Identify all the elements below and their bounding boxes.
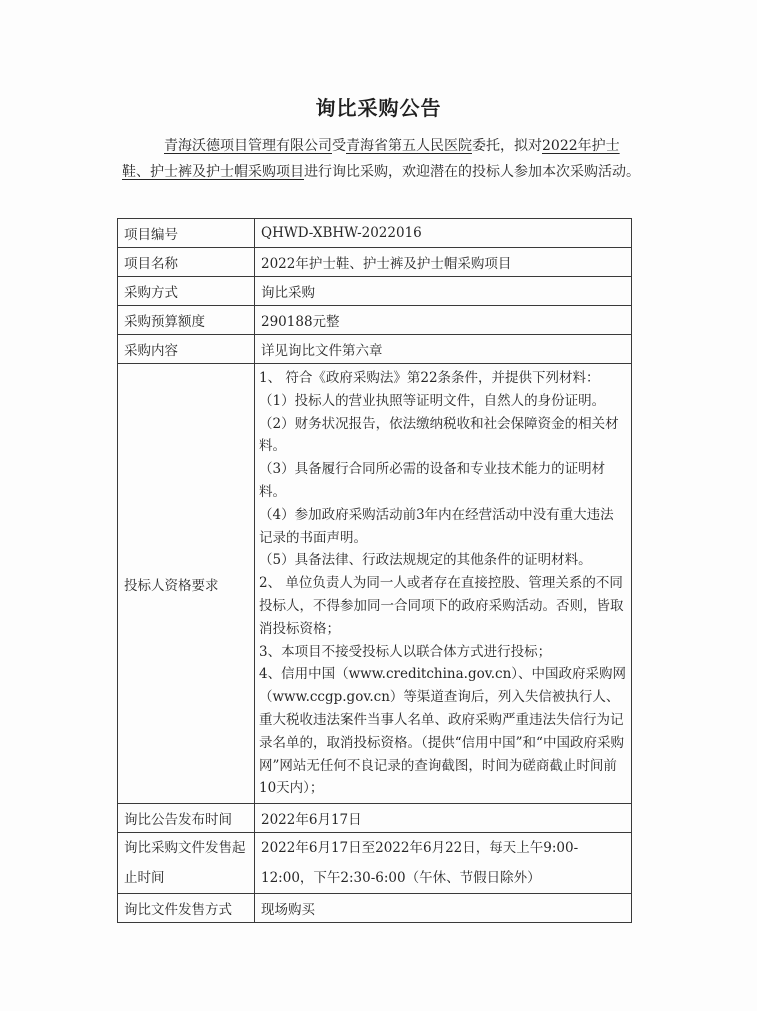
qualification-line: （4）参加政府采购活动前3年内在经营活动中没有重大违法记录的书面声明。 xyxy=(259,506,614,546)
table-row xyxy=(118,364,632,804)
project-title-ref: 2022年护士鞋、护士裤及护士帽采购项目 xyxy=(122,138,620,180)
project-no-value: QHWD-XBHW-2022016 xyxy=(255,219,632,248)
content-value: 详见询比文件第六章 xyxy=(255,335,632,364)
intro-text-1: 受 xyxy=(332,138,346,154)
project-name-value: 2022年护士鞋、护士裤及护士帽采购项目 xyxy=(255,248,632,277)
sale-method-value: 现场购买 xyxy=(255,894,632,923)
budget-label: 采购预算额度 xyxy=(118,306,255,335)
table-row xyxy=(118,894,632,923)
project-no-label: 项目编号 xyxy=(118,219,255,248)
qualification-line: （3）具备履行合同所必需的设备和专业技术能力的证明材料。 xyxy=(259,461,606,500)
content-label: 采购内容 xyxy=(118,335,255,364)
table-row xyxy=(118,833,632,894)
table-row xyxy=(118,335,632,364)
table-row xyxy=(118,248,632,277)
qualification-line: 3、本项目不接受投标人以联合体方式进行投标； xyxy=(259,643,552,660)
budget-value: 290188元整 xyxy=(255,306,632,335)
qualification-line: （5）具备法律、行政法规规定的其他条件的证明材料。 xyxy=(259,552,592,569)
qualification-line: 1、 符合《政府采购法》第22条条件，并提供下列材料： xyxy=(259,370,600,386)
qualification-line: （1）投标人的营业执照等证明文件，自然人的身份证明。 xyxy=(259,392,606,409)
table-row xyxy=(118,219,632,248)
sale-time-value: 2022年6月17日至2022年6月22日，每天上午9:00-12:00，下午2:30-6:00（午休、节假日除外） xyxy=(255,833,632,894)
publish-date-value: 2022年6月17日 xyxy=(255,804,632,833)
page-title: 询比采购公告 xyxy=(315,96,442,120)
sale-method-label: 询比文件发售方式 xyxy=(118,894,255,923)
qualification-value xyxy=(255,364,632,804)
announcement-table xyxy=(117,218,632,923)
method-label: 采购方式 xyxy=(118,277,255,306)
intro-text-2: 委托，拟对 xyxy=(472,138,542,154)
qualification-line: 4、信用中国（www.creditchina.gov.cn）、中国政府采购网（www.ccgp.gov.cn）等渠道查询后，列入失信被执行人、重大税收违法案件当事人名单、政府采购严重违法失信行为记录名单的，取消投标资格。（提供“信用中国”和“中国政府采购网”网站无任何不良记录的查询截图，时间为磋商截止时间前10天内）； xyxy=(259,666,627,797)
project-name-label: 项目名称 xyxy=(118,248,255,277)
table-row xyxy=(118,306,632,335)
qualification-line: 2、 单位负责人为同一人或者存在直接控股、管理关系的不同投标人，不得参加同一合同项下的政府采购活动。否则，皆取消投标资格； xyxy=(259,575,624,637)
intro-text-3: 进行询比采购，欢迎潜在的投标人参加本次采购活动。 xyxy=(304,164,640,180)
publish-date-label: 询比公告发布时间 xyxy=(118,804,255,833)
client-name: 青海省第五人民医院 xyxy=(346,138,472,154)
intro-paragraph xyxy=(122,133,642,185)
table-row xyxy=(118,277,632,306)
sale-time-label: 询比采购文件发售起止时间 xyxy=(118,833,255,894)
qualification-line: （2）财务状况报告，依法缴纳税收和社会保障资金的相关材料。 xyxy=(259,415,619,455)
agent-name: 青海沃德项目管理有限公司 xyxy=(164,138,332,154)
method-value: 询比采购 xyxy=(255,277,632,306)
table-row xyxy=(118,804,632,833)
qualification-label: 投标人资格要求 xyxy=(118,364,255,804)
